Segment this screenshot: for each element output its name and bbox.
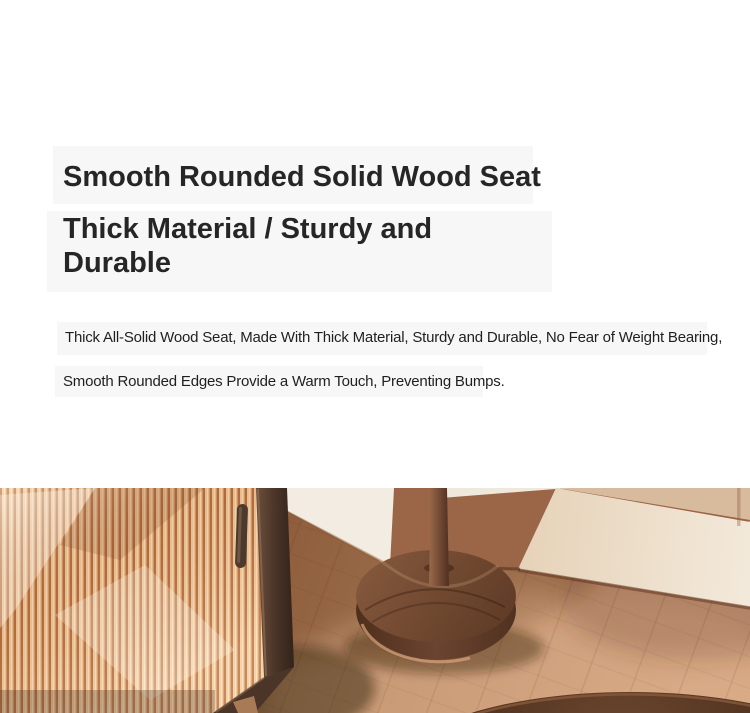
product-photo <box>0 488 750 713</box>
heading-thick-material: Thick Material / Sturdy and Durable <box>63 213 433 279</box>
wall-corner-line <box>737 488 741 526</box>
photo-illustration <box>0 488 750 713</box>
lamp-pole <box>429 488 449 586</box>
body-text-line1: Thick All-Solid Wood Seat, Made With Thick Material, Sturdy and Durable, No Fear of Weight Bearing, <box>65 329 723 346</box>
body-text-line2: Smooth Rounded Edges Provide a Warm Touch, Preventing Bumps. <box>63 373 505 390</box>
fluted-glass-cabinet <box>0 488 294 713</box>
heading-smooth-rounded-seat: Smooth Rounded Solid Wood Seat <box>63 161 541 193</box>
